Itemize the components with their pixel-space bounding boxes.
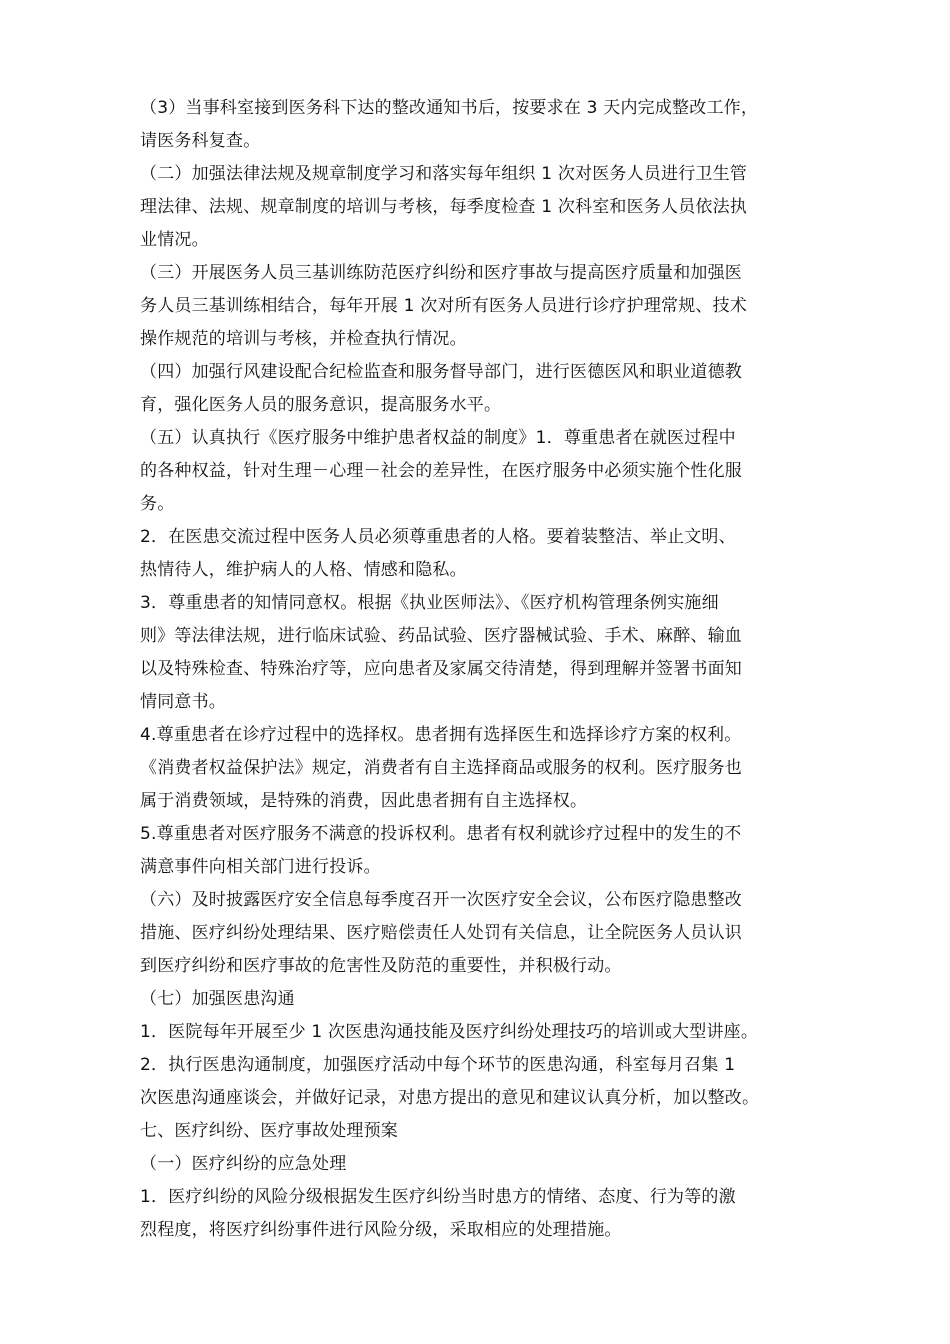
- text-line: 育，强化医务人员的服务意识，提高服务水平。: [140, 395, 502, 415]
- text-line: 4.尊重患者在诊疗过程中的选择权。患者拥有选择医生和选择诊疗方案的权利。: [140, 725, 742, 745]
- paragraph: [140, 356, 840, 422]
- text-line: 务人员三基训练相结合，每年开展 1 次对所有医务人员进行诊疗护理常规、技术: [140, 296, 748, 316]
- paragraph: [140, 92, 840, 158]
- paragraph: [140, 818, 840, 884]
- paragraph: [140, 1016, 840, 1049]
- text-line: 1．医疗纠纷的风险分级根据发生医疗纠纷当时患方的情绪、态度、行为等的激: [140, 1187, 736, 1207]
- paragraph: [140, 983, 840, 1016]
- text-line: 《消费者权益保护法》规定，消费者有自主选择商品或服务的权利。医疗服务也: [140, 758, 742, 778]
- paragraph: [140, 422, 840, 521]
- paragraph: [140, 521, 840, 587]
- text-line: 务。: [140, 494, 175, 514]
- text-line: 5.尊重患者对医疗服务不满意的投诉权利。患者有权利就诊疗过程中的发生的不: [140, 824, 742, 844]
- text-line: 理法律、法规、规章制度的培训与考核，每季度检查 1 次科室和医务人员依法执: [140, 197, 748, 217]
- text-line: 3．尊重患者的知情同意权。根据《执业医师法》、《医疗机构管理条例实施细: [140, 593, 719, 613]
- text-line: （四）加强行风建设配合纪检监查和服务督导部门，进行医德医风和职业道德教: [140, 362, 742, 382]
- text-line: 1．医院每年开展至少 1 次医患沟通技能及医疗纠纷处理技巧的培训或大型讲座。: [140, 1022, 759, 1042]
- text-line: 则》等法律法规，进行临床试验、药品试验、医疗器械试验、手术、麻醉、输血: [140, 626, 742, 646]
- text-line: 七、医疗纠纷、医疗事故处理预案: [140, 1121, 398, 1141]
- document-body: [140, 92, 840, 1247]
- text-line: 以及特殊检查、特殊治疗等，应向患者及家属交待清楚，得到理解并签署书面知: [140, 659, 742, 679]
- paragraph: [140, 1181, 840, 1247]
- text-line: 烈程度，将医疗纠纷事件进行风险分级，采取相应的处理措施。: [140, 1220, 622, 1240]
- paragraph: [140, 587, 840, 719]
- text-line: （五）认真执行《医疗服务中维护患者权益的制度》1．尊重患者在就医过程中: [140, 428, 736, 448]
- section-heading: [140, 1115, 840, 1148]
- text-line: 次医患沟通座谈会，并做好记录，对患方提出的意见和建议认真分析，加以整改。: [140, 1088, 760, 1108]
- text-line: 2．在医患交流过程中医务人员必须尊重患者的人格。要着装整洁、举止文明、: [140, 527, 736, 547]
- text-line: （六）及时披露医疗安全信息每季度召开一次医疗安全会议，公布医疗隐患整改: [140, 890, 742, 910]
- text-line: 情同意书。: [140, 692, 226, 712]
- text-line: 属于消费领域，是特殊的消费，因此患者拥有自主选择权。: [140, 791, 588, 811]
- text-line: （二）加强法律法规及规章制度学习和落实每年组织 1 次对医务人员进行卫生管: [140, 164, 748, 184]
- text-line: 请医务科复查。: [140, 131, 261, 151]
- paragraph: [140, 158, 840, 257]
- text-line: 的各种权益，针对生理－心理－社会的差异性，在医疗服务中必须实施个性化服: [140, 461, 742, 481]
- paragraph: [140, 1049, 840, 1115]
- paragraph: [140, 884, 840, 983]
- text-line: 措施、医疗纠纷处理结果、医疗赔偿责任人处罚有关信息，让全院医务人员认识: [140, 923, 742, 943]
- text-line: 2．执行医患沟通制度，加强医疗活动中每个环节的医患沟通，科室每月召集 1: [140, 1055, 736, 1075]
- text-line: 业情况。: [140, 230, 209, 250]
- text-line: （七）加强医患沟通: [140, 989, 295, 1009]
- text-line: 到医疗纠纷和医疗事故的危害性及防范的重要性，并积极行动。: [140, 956, 622, 976]
- paragraph: [140, 257, 840, 356]
- text-line: 热情待人，维护病人的人格、情感和隐私。: [140, 560, 467, 580]
- text-line: （一）医疗纠纷的应急处理: [140, 1154, 347, 1174]
- text-line: 满意事件向相关部门进行投诉。: [140, 857, 381, 877]
- subsection-heading: [140, 1148, 840, 1181]
- paragraph: [140, 719, 840, 818]
- text-line: 操作规范的培训与考核，并检查执行情况。: [140, 329, 467, 349]
- text-line: （3）当事科室接到医务科下达的整改通知书后，按要求在 3 天内完成整改工作，: [140, 98, 759, 118]
- text-line: （三）开展医务人员三基训练防范医疗纠纷和医疗事故与提高医疗质量和加强医: [140, 263, 742, 283]
